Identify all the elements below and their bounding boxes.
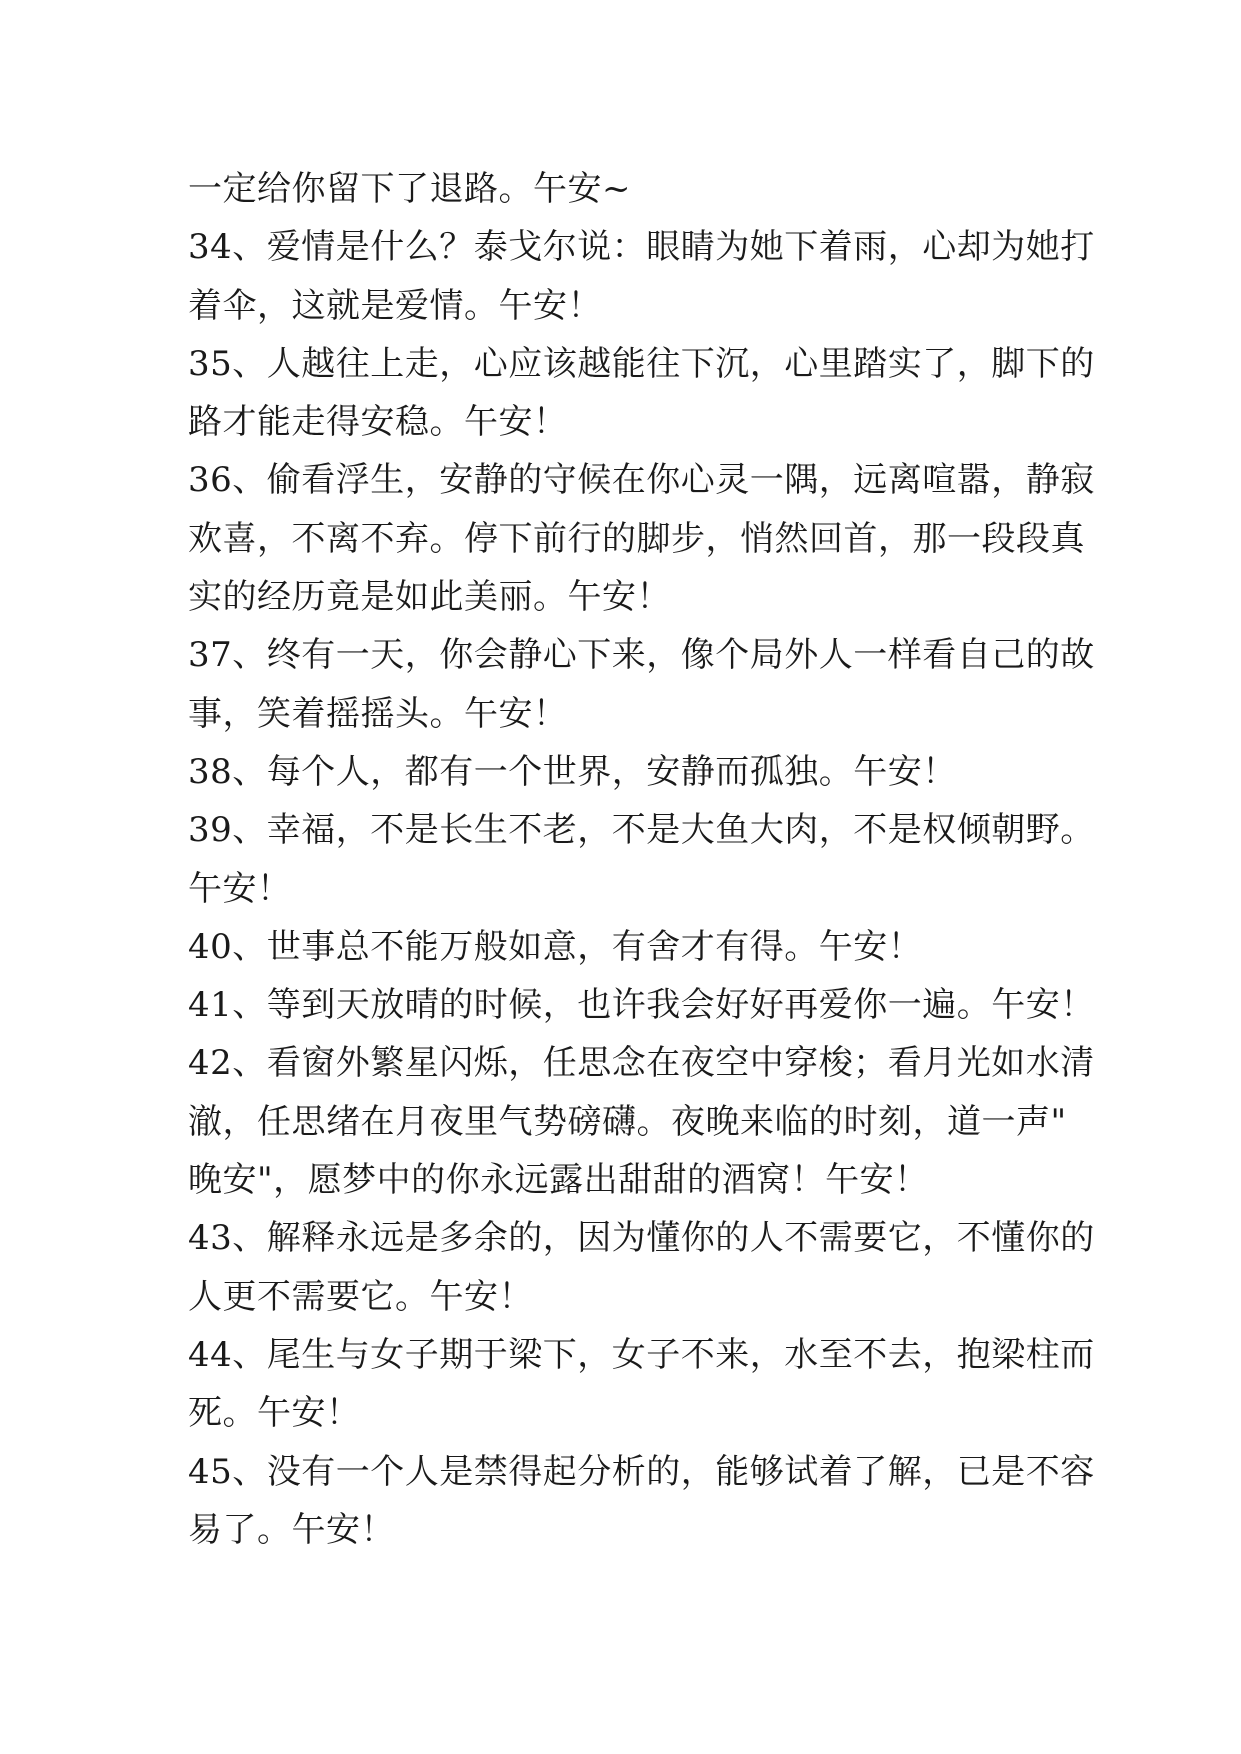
text-line: 40、世事总不能万般如意，有舍才有得。午安！	[188, 926, 923, 967]
text-line: 晚安"，愿梦中的你永远露出甜甜的酒窝！午安！	[188, 1160, 929, 1201]
text-line: 欢喜，不离不弃。停下前行的脚步，悄然回首，那一段段真	[188, 518, 1085, 559]
text-line: 易了。午安！	[188, 1509, 395, 1550]
text-line: 事，笑着摇摇头。午安！	[188, 693, 568, 734]
text-line: 37、终有一天，你会静心下来，像个局外人一样看自己的故	[188, 635, 1095, 676]
text-line: 午安！	[188, 868, 292, 909]
text-line: 路才能走得安稳。午安！	[188, 402, 568, 443]
text-line: 一定给你留下了退路。午安~	[188, 169, 631, 209]
text-line: 43、解释永远是多余的，因为懂你的人不需要它，不懂你的	[188, 1218, 1095, 1259]
text-line: 着伞，这就是爱情。午安！	[188, 285, 602, 326]
text-line: 实的经历竟是如此美丽。午安！	[188, 577, 671, 618]
text-line: 41、等到天放晴的时候，也许我会好好再爱你一遍。午安！	[188, 985, 1095, 1026]
text-line: 45、没有一个人是禁得起分析的，能够试着了解，已是不容	[188, 1451, 1095, 1492]
text-line: 39、幸福，不是长生不老，不是大鱼大肉，不是权倾朝野。	[188, 810, 1095, 851]
text-line: 人更不需要它。午安！	[188, 1276, 533, 1317]
text-line: 42、看窗外繁星闪烁，任思念在夜空中穿梭；看月光如水清	[188, 1043, 1095, 1084]
text-line: 36、偷看浮生，安静的守候在你心灵一隅，远离喧嚣，静寂	[188, 460, 1095, 501]
text-line: 35、人越往上走，心应该越能往下沉，心里踏实了，脚下的	[188, 343, 1095, 384]
text-line: 38、每个人，都有一个世界，安静而孤独。午安！	[188, 751, 957, 792]
text-line: 44、尾生与女子期于梁下，女子不来，水至不去，抱梁柱而	[188, 1334, 1095, 1375]
text-line: 34、爱情是什么？泰戈尔说：眼睛为她下着雨，心却为她打	[188, 227, 1095, 268]
text-line: 澈，任思绪在月夜里气势磅礴。夜晚来临的时刻，道一声"	[188, 1101, 1067, 1142]
text-line: 死。午安！	[188, 1393, 361, 1434]
body-text	[188, 160, 1095, 1559]
